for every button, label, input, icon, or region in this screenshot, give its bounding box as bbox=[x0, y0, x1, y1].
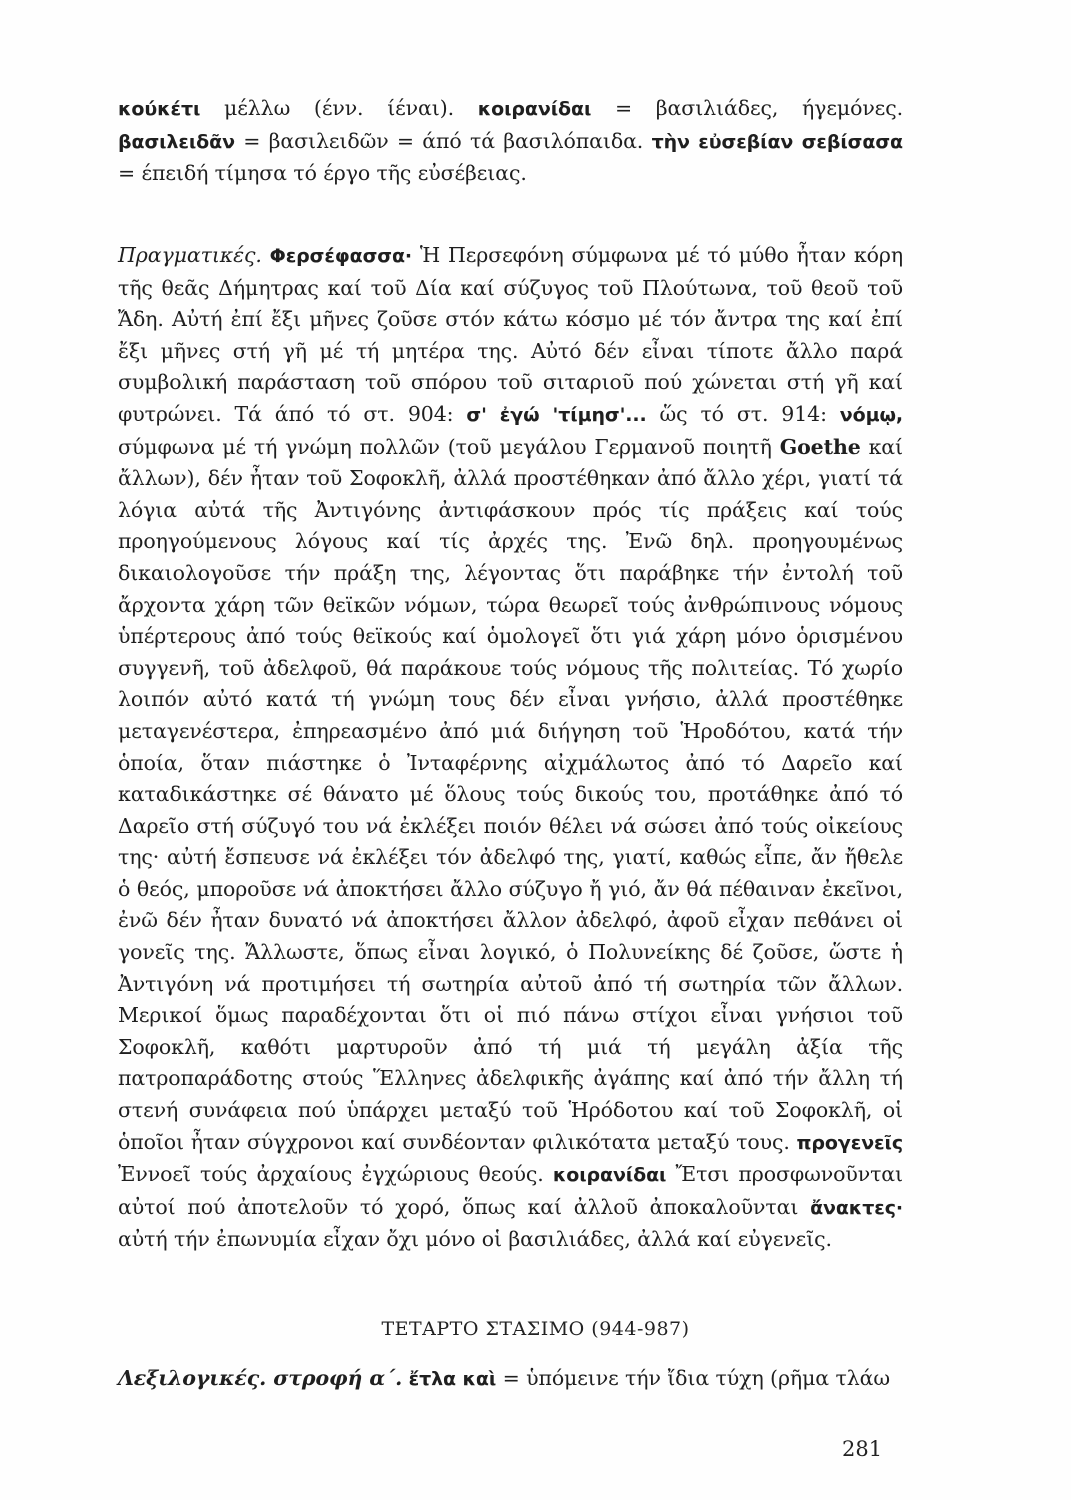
paragraph-realia-notes bbox=[118, 240, 903, 1256]
text-segment: Λεξιλογικές. στροφή α΄. bbox=[118, 1366, 403, 1390]
text-segment: = ὑπόμεινε τήν ἴδια τύχη (ρῆμα τλάω bbox=[496, 1366, 890, 1390]
text-segment: ἄνακτες· bbox=[810, 1196, 903, 1219]
text-segment: Ἔτσι προσφωνοῦνται αὐτοί πού ἀποτελοῦν τό χορό, ὅπως καί ἀλλοῦ ἀποκαλοῦνται bbox=[118, 1162, 903, 1219]
text-segment: σύμφωνα μέ τή γνώμη πολλῶν (τοῦ μεγάλου Γερμανοῦ ποιητῆ bbox=[118, 434, 780, 459]
text-segment: κοιρανίδαι bbox=[552, 1164, 667, 1187]
text-segment: Ἐννοεῖ τούς ἀρχαίους ἐγχώριους θεούς. bbox=[118, 1162, 553, 1187]
section-heading: ΤΕΤΑΡΤΟ ΣΤΑΣΙΜΟ (944-987) bbox=[381, 1318, 690, 1340]
text-segment: Φερσέφασσα· bbox=[269, 245, 413, 267]
text-segment: Ἡ Περσεφόνη σύμφωνα μέ τό μύθο ἦταν κόρη τῆς θεᾶς Δήμητρας καί τοῦ Δία καί σύζυγος τοῦ Πλούτωνα, τοῦ θεοῦ τοῦ Ἄδη. Αὐτή ἐπί ἔξι μῆνες ζοῦσε στόν κάτω κόσμο μέ τόν ἄντρα της καί ἐπί ἔξι μῆνες στή γῆ μέ τή μητέρα της. Αὐτό δέν εἶναι τίποτε ἄλλο παρά συμβολική παράσταση τοῦ σπόρου τοῦ σιταριοῦ πού χώνεται στή γῆ καί φυτρώνει. Τά άπό τό στ. 904: bbox=[118, 243, 903, 426]
text-segment: κοιρανίδαι bbox=[477, 98, 592, 120]
text-segment: = έπειδή τίμησα τό έργο τῆς εὐσέβειας. bbox=[118, 161, 527, 186]
text-segment: ὥς τό στ. 914: bbox=[646, 401, 840, 426]
text-segment: ἔτλα καὶ bbox=[408, 1368, 497, 1390]
text-segment: = βασιλειδῶν = άπό τά βασιλόπαιδα. bbox=[234, 128, 652, 153]
text-segment: βασιλειδᾶν bbox=[118, 130, 235, 153]
text-segment: καί ἄλλων), δέν ἦταν τοῦ Σοφοκλῆ, ἀλλά προστέθηκαν ἀπό ἄλλο χέρι, γιατί τά λόγια αὐτά τῆς Ἀντιγόνης ἀντιφάσκουν πρός τίς πράξεις καί τούς προηγούμενους λόγους καί τίς ἀρχές της. Ἐνῶ δηλ. προηγουμένως δικαιολογοῦσε τήν πράξη της, λέγοντας ὅτι παράβηκε τήν ἐντολή τοῦ ἄρχοντα χάρη τῶν θεϊκῶν νόμων, τώρα θεωρεῖ τούς ἀνθρώπινους νόμους ὑπέρτερους ἀπό τούς θεϊκούς καί ὁμολογεῖ ὅτι γιά χάρη μόνο ὁρισμένου συγγενῆ, τοῦ ἀδελφοῦ, θά παράκουε τούς νόμους τῆς πολιτείας. Τό χωρίο λοιπόν αὐτό κατά τή γνώμη τους δέν εἶναι γνήσιο, ἀλλά προστέθηκε μεταγενέστερα, ἐπηρεασμένο ἀπό μιά διήγηση τοῦ Ἡροδότου, κατά τήν ὁποία, ὅταν πιάστηκε ὁ Ἰνταφέρνης αἰχμάλωτος ἀπό τό Δαρεῖο καί καταδικάστηκε σέ θάνατο μέ ὅλους τούς δικούς του, προτάθηκε ἀπό τό Δαρεῖο στή σύζυγό του νά ἐκλέξει ποιόν θέλει νά σώσει ἀπό τούς οἰκείους της· αὐτή ἔσπευσε νά ἐκλέξει τόν ἀδελφό της, γιατί, καθώς εἶπε, ἄν ἤθελε ὁ θεός, μποροῦσε νά ἀποκτήσει ἄλλο σύζυγο ἤ γιό, ἄν θά πέθαιναν ἐκεῖνοι, ἐνῶ δέν ἦταν δυνατό νά ἀποκτήσει ἄλλον ἀδελφό, ἀφοῦ εἶχαν πεθάνει οἱ γονεῖς της. Ἄλλωστε, ὅπως εἶναι λογικό, ὁ Πολυνείκης δέ ζοῦσε, ὥστε ἡ Ἀντιγόνη νά προτιμήσει τή σωτηρία αὐτοῦ ἀπό τή σωτηρία τῶν ἄλλων. Μερικοί ὅμως παραδέχονται ὅτι οἱ πιό πάνω στίχοι εἶναι γνήσιοι τοῦ Σοφοκλῆ, καθότι μαρτυροῦν ἀπό τή μιά τή μεγάλη ἀξία τῆς πατροπαράδοτης στούς Ἕλληνες ἀδελφικῆς ἀγάπης καί ἀπό τήν ἄλλη τή στενή συνάφεια πού ὑπάρχει μεταξύ τοῦ Ἡρόδοτου καί τοῦ Σοφοκλῆ, οἱ ὁποῖοι ἦταν σύγχρονοι καί συνδέονταν φιλικότατα μεταξύ τους. bbox=[118, 434, 903, 1154]
text-segment: νόμῳ, bbox=[839, 403, 904, 426]
text-segment: κούκέτι bbox=[118, 98, 201, 120]
text-segment: = βασιλιάδες, ήγεμόνες. bbox=[591, 96, 904, 120]
text-segment bbox=[262, 243, 270, 267]
text-segment: σ' ἐγώ 'τίμησ'... bbox=[466, 403, 647, 426]
text-segment: Πραγματικές. bbox=[118, 243, 262, 267]
text-segment: προγενεῖς bbox=[796, 1131, 903, 1154]
text-segment: Goethe bbox=[779, 434, 861, 459]
page-number: 281 bbox=[842, 1437, 883, 1461]
text-segment: τὴν εὐσεβίαν σεβίσασα bbox=[651, 130, 903, 153]
text-segment: μέλλω (ένν. ίέναι). bbox=[200, 96, 478, 120]
paragraph-lexical-notes bbox=[118, 1363, 903, 1396]
text-segment: αὐτή τήν ἐπωνυμία εἶχαν ὄχι μόνο οἱ βασιλιάδες, ἀλλά καί εὐγενεῖς. bbox=[118, 1227, 832, 1252]
paragraph-glossary-continuation bbox=[118, 93, 903, 190]
